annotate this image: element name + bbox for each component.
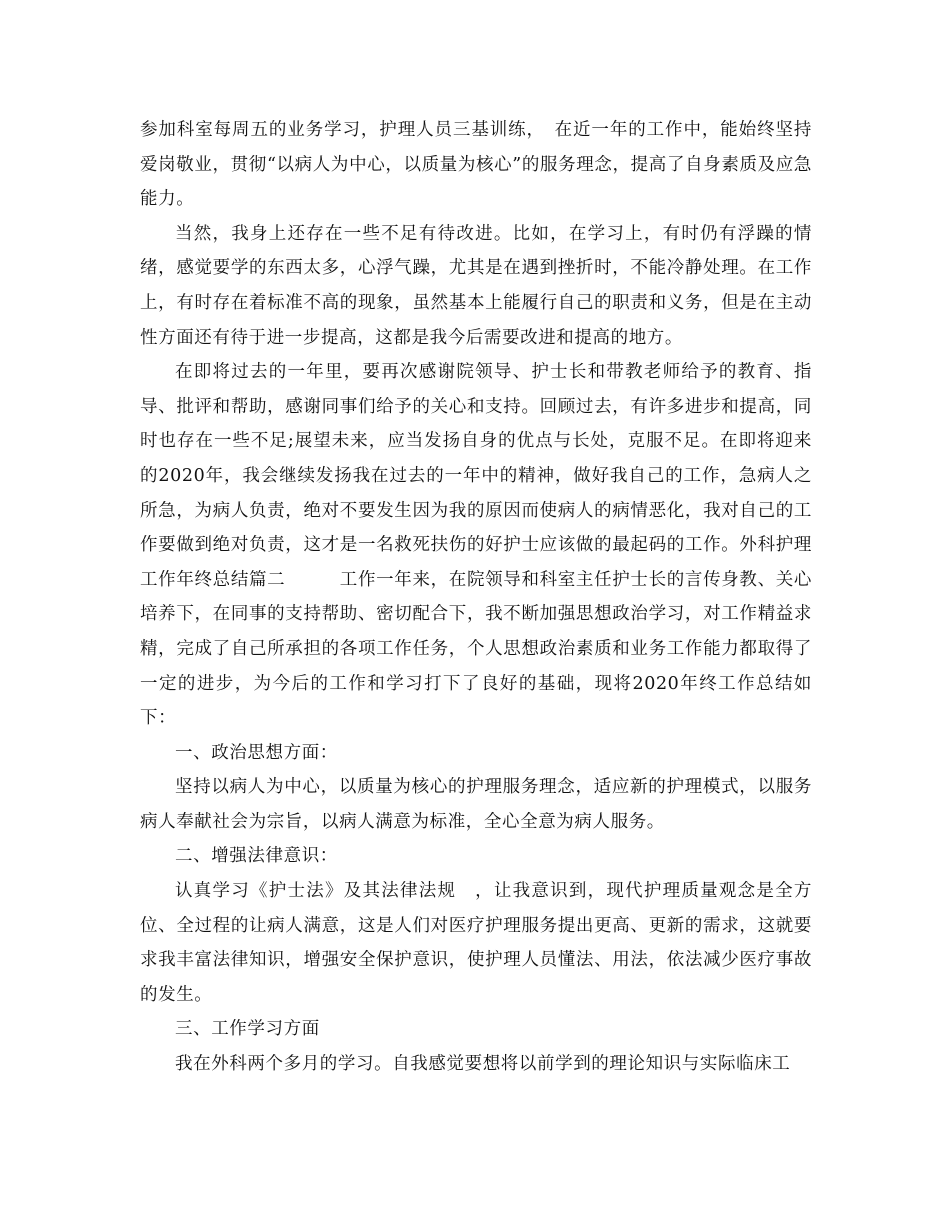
section-heading-study: 三、工作学习方面 <box>175 1019 320 1040</box>
section-heading-law: 二、增强法律意识： <box>175 846 338 867</box>
paragraph-7: 认真学习《护士法》及其法律法规 ，让我意识到，现代护理质量观念是全方位、全过程的让病人满意，这是人们对医疗护理服务提出更高、更新的需求，这就要求我丰富法律知识，增强安全保护意识，使护理人员懂法、用法，依法减少医疗事故的发生。 <box>140 881 812 1005</box>
paragraph-3: 在即将过去的一年里，要再次感谢院领导、护士长和带教老师给予的教育、指导、批评和帮助，感谢同事们给予的关心和支持。回顾过去，有许多进步和提高，同时也存在一些不足;展望未来，应当发扬自身的优点与长处，克服不足。在即将迎来的2020年，我会继续发扬我在过去的一年中的精神，做好我自己的工作，急病人之所急，为病人负责，绝对不要发生因为我的原因而使病人的病情恶化，我对自己的工作要做到绝对负责，这才是一名救死扶伤的好护士应该做的最起码的工作。外科护理工作年终总结篇二 工作一年来，在院领导和科室主任护士长的言传身教、关心培养下，在同事的支持帮助、密切配合下，我不断加强思想政治学习，对工作精益求精，完成了自己所承担的各项工作任务，个人思想政治素质和业务工作能力都取得了一定的进步，为今后的工作和学习打下了良好的基础，现将2020年终工作总结如下： <box>140 362 812 729</box>
paragraph-2: 当然，我身上还存在一些不足有待改进。比如，在学习上，有时仍有浮躁的情绪，感觉要学的东西太多，心浮气躁，尤其是在遇到挫折时，不能冷静处理。在工作上，有时存在着标准不高的现象，虽然基本上能履行自己的职责和义务，但是在主动性方面还有待于进一步提高，这都是我今后需要改进和提高的地方。 <box>140 223 812 348</box>
section-heading-politics: 一、政治思想方面： <box>175 742 338 763</box>
paragraph-5: 坚持以病人为中心，以质量为核心的护理服务理念，适应新的护理模式，以服务病人奉献社会为宗旨，以病人满意为标准，全心全意为病人服务。 <box>140 777 812 832</box>
paragraph-1: 参加科室每周五的业务学习，护理人员三基训练， 在近一年的工作中，能始终坚持爱岗敬业，贯彻“以病人为中心，以质量为核心”的服务理念，提高了自身素质及应急能力。 <box>140 120 812 210</box>
document-body <box>140 113 812 1082</box>
paragraph-9: 我在外科两个多月的学习。自我感觉要想将以前学到的理论知识与实际临床工 <box>175 1054 791 1075</box>
